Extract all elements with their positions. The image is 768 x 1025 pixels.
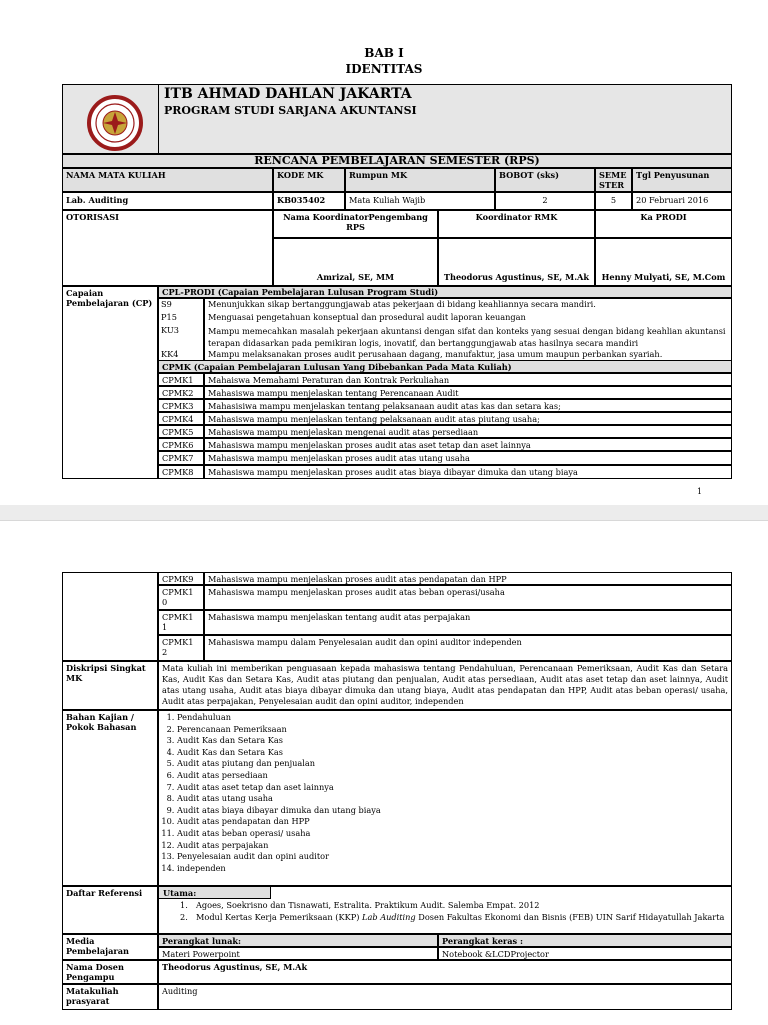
cpmk-code: CPMK9 bbox=[158, 572, 204, 585]
cpl-text: Menguasai pengetahuan konseptual dan prosedural audit laporan keuangan bbox=[208, 312, 526, 322]
cpmk-text: Mahasiswa mampu menjelaskan tentang Perencanaan Audit bbox=[204, 386, 732, 399]
cpmk-text: Mahasisiwa mampu menjelaskan tentang pelaksanaan audit atas kas dan setara kas; bbox=[204, 399, 732, 412]
description-text: Mata kuliah ini memberikan penguasaan kepada mahasiswa tentang Pendahuluan, Perencanaan Pemeriksaan, Audit Kas dan Setara Kas, Audit Kas dan Setara Kas, Audit atas piutang dan penjualan, Audit atas persediaan, Audit atas aset tetap dan aset lainnya, Audit atas utang usaha, Audit atas biaya dibayar dimuka dan utang biaya, Audit atas pendapatan dan HPP, Audit atas beban operasi/ usaha, Audit atas perpajakan, Penyelesaian audit dan opini auditor, independen bbox=[158, 661, 732, 710]
topic-item: 12. Audit atas perpajakan bbox=[177, 840, 728, 852]
topics-label: Bahan Kajian / Pokok Bahasan bbox=[62, 710, 158, 886]
cpmk-text: Mahasiswa mampu menjelaskan proses audit atas beban operasi/usaha bbox=[204, 585, 732, 610]
software-value: Materi Powerpoint bbox=[158, 947, 438, 960]
cpl-prodi-header: CPL-PRODI (Capaian Pembelajaran Lulusan Program Studi) bbox=[158, 286, 732, 298]
cpmk-text: Mahasiswa mampu menjelaskan proses audit atas aset tetap dan aset lainnya bbox=[204, 438, 732, 451]
topic-item: 1. Pendahuluan bbox=[177, 712, 728, 724]
description-label: Diskripsi Singkat MK bbox=[62, 661, 158, 710]
cpmk-code-wrapped bbox=[158, 635, 204, 661]
cpmk-text: Mahasiswa mampu menjelaskan mengenai audit atas persediaan bbox=[204, 425, 732, 438]
cpmk-code: CPMK2 bbox=[158, 386, 204, 399]
page-number: 1 bbox=[697, 487, 703, 496]
cpl-code: KU3 bbox=[161, 325, 179, 335]
cp-continuation bbox=[62, 572, 158, 661]
course-date: 20 Februari 2016 bbox=[632, 192, 732, 210]
hardware-value: Notebook &LCDProjector bbox=[438, 947, 732, 960]
course-credits: 2 bbox=[495, 192, 595, 210]
topic-item: 2. Perencanaan Pemeriksaan bbox=[177, 724, 728, 736]
cpl-text: Menunjukkan sikap bertanggungjawab atas pekerjaan di bidang keahliannya secara mandiri. bbox=[208, 299, 596, 309]
reference-item bbox=[196, 912, 726, 922]
lecturer-value: Theodorus Agustinus, SE, M.Ak bbox=[158, 960, 732, 984]
reference-number: 2. bbox=[180, 912, 188, 922]
reference-text: Modul Kertas Kerja Pemeriksaan (KKP) bbox=[196, 912, 363, 922]
cpmk-text: Mahasiswa mampu menjelaskan proses audit atas biaya dibayar dimuka dan utang biaya bbox=[204, 465, 732, 479]
header-credits: BOBOT (sks) bbox=[495, 168, 595, 192]
references-label: Daftar Referensi bbox=[62, 886, 158, 934]
references-main-label: Utama: bbox=[158, 886, 271, 899]
head-label: Ka PRODI bbox=[595, 210, 732, 238]
cpmk-code: CPMK6 bbox=[158, 438, 204, 451]
topic-item: 10. Audit atas pendapatan dan HPP bbox=[177, 816, 728, 828]
developer-name: Amrizal, SE, MM bbox=[273, 238, 438, 286]
section-title: IDENTITAS bbox=[345, 62, 423, 76]
header-semester: SEME STER bbox=[595, 168, 632, 192]
cpmk-text: Mahaiswa Memahami Peraturan dan Kontrak Perkuliahan bbox=[204, 373, 732, 386]
cpmk-code: CPMK1 bbox=[158, 373, 204, 386]
cpl-text: Mampu melaksanakan proses audit perusahaan dagang, manufaktur, jasa umum maupun perbankan syariah. bbox=[208, 349, 663, 359]
reference-title-italic: Lab Auditing bbox=[362, 912, 416, 922]
page-2 bbox=[0, 520, 768, 1025]
cpmk-text: Mahasiswa mampu menjelaskan tentang audit atas perpajakan bbox=[204, 610, 732, 635]
cpl-code: S9 bbox=[161, 299, 172, 309]
course-code: KB035402 bbox=[273, 192, 345, 210]
cp-label: Capaian Pembelajaran (CP) bbox=[62, 286, 158, 479]
hardware-label: Perangkat keras : bbox=[438, 934, 732, 947]
course-name: Lab. Auditing bbox=[62, 192, 273, 210]
developer-label: Nama KoordinatorPengembang RPS bbox=[273, 210, 438, 238]
cpmk-code-wrapped bbox=[158, 610, 204, 635]
cpl-code: KK4 bbox=[161, 349, 179, 359]
topic-item: 6. Audit atas persediaan bbox=[177, 770, 728, 782]
chapter-title: BAB I bbox=[364, 46, 404, 60]
cpmk-text: Mahasiswa mampu menjelaskan tentang pelaksanaan audit atas piutang usaha; bbox=[204, 412, 732, 425]
rmk-name: Theodorus Agustinus, SE, M.Ak bbox=[438, 238, 595, 286]
authorization-label: OTORISASI bbox=[62, 210, 273, 286]
topic-item: 7. Audit atas aset tetap dan aset lainnya bbox=[177, 782, 728, 794]
cpmk-code: CPMK8 bbox=[158, 465, 204, 479]
topic-item: 5. Audit atas piutang dan penjualan bbox=[177, 758, 728, 770]
rmk-label: Koordinator RMK bbox=[438, 210, 595, 238]
header-cluster: Rumpun MK bbox=[345, 168, 495, 192]
cpmk-code-part: CPMK1 bbox=[162, 612, 194, 622]
logo-icon bbox=[80, 93, 150, 153]
cpmk-text: Mahasiswa mampu menjelaskan proses audit atas utang usaha bbox=[204, 451, 732, 465]
rps-title: RENCANA PEMBELAJARAN SEMESTER (RPS) bbox=[62, 154, 732, 168]
topic-item: 3. Audit Kas dan Setara Kas bbox=[177, 735, 728, 747]
cpmk-code-part: CPMK1 bbox=[162, 637, 194, 647]
cpmk-code: CPMK4 bbox=[158, 412, 204, 425]
topic-item: 4. Audit Kas dan Setara Kas bbox=[177, 747, 728, 759]
topic-item: 13. Penyelesaian audit dan opini auditor bbox=[177, 851, 728, 863]
cpl-text: Mampu memecahkan masalah pekerjaan akuntansi dengan sifat dan konteks yang sesuai dengan bidang keahlian akuntansi terapan didasarkan pada pemikiran logis, inovatif, dan bertanggungjawab atas hasilnya secara mandiri bbox=[208, 326, 726, 348]
cpmk-code-wrapped bbox=[158, 585, 204, 610]
cpmk-code: CPMK5 bbox=[158, 425, 204, 438]
cpmk-code: CPMK7 bbox=[158, 451, 204, 465]
prereq-label: Matakuliah prasyarat bbox=[62, 984, 158, 1010]
topic-item: 14. independen bbox=[177, 863, 728, 875]
topic-item: 9. Audit atas biaya dibayar dimuka dan utang biaya bbox=[177, 805, 728, 817]
page-gap bbox=[0, 505, 768, 520]
cpmk-code: CPMK3 bbox=[158, 399, 204, 412]
topic-item: 8. Audit atas utang usaha bbox=[177, 793, 728, 805]
cpmk-code-part: 2 bbox=[162, 647, 168, 657]
header-date: Tgl Penyusunan bbox=[632, 168, 732, 192]
topics-list-cell bbox=[158, 710, 732, 886]
header-code: KODE MK bbox=[273, 168, 345, 192]
header-course-name: NAMA MATA KULIAH bbox=[62, 168, 273, 192]
cpmk-header: CPMK (Capaian Pembelajaran Lulusan Yang Dibebankan Pada Mata Kuliah) bbox=[158, 360, 732, 373]
cpmk-text: Mahasiswa mampu dalam Penyelesaian audit dan opini auditor independen bbox=[204, 635, 732, 661]
course-cluster: Mata Kuliah Wajib bbox=[345, 192, 495, 210]
topic-item: 11. Audit atas beban operasi/ usaha bbox=[177, 828, 728, 840]
course-semester: 5 bbox=[595, 192, 632, 210]
prereq-value: Auditing bbox=[158, 984, 732, 1010]
cpmk-code-part: CPMK1 bbox=[162, 587, 194, 597]
reference-item: Agoes, Soekrisno dan Tisnawati, Estralita. Praktikum Audit. Salemba Empat. 2012 bbox=[196, 900, 540, 910]
lecturer-label: Nama Dosen Pengampu bbox=[62, 960, 158, 984]
media-label: Media Pembelajaran bbox=[62, 934, 158, 960]
cpl-code: P15 bbox=[161, 312, 177, 322]
institution-name: ITB AHMAD DAHLAN JAKARTA bbox=[164, 86, 412, 102]
reference-text: Dosen Fakultas Ekonomi dan Bisnis (FEB) UIN Sarif Hidayatullah Jakarta bbox=[415, 912, 725, 922]
cpmk-code-part: 0 bbox=[162, 597, 168, 607]
reference-number: 1. bbox=[180, 900, 188, 910]
head-name: Henny Mulyati, SE, M.Com bbox=[595, 238, 732, 286]
page-1 bbox=[0, 0, 768, 505]
cpmk-code-part: 1 bbox=[162, 622, 168, 632]
cpmk-text: Mahasiswa mampu menjelaskan proses audit atas pendapatan dan HPP bbox=[204, 572, 732, 585]
software-label: Perangkat lunak: bbox=[158, 934, 438, 947]
program-name: PROGRAM STUDI SARJANA AKUNTANSI bbox=[164, 104, 417, 117]
